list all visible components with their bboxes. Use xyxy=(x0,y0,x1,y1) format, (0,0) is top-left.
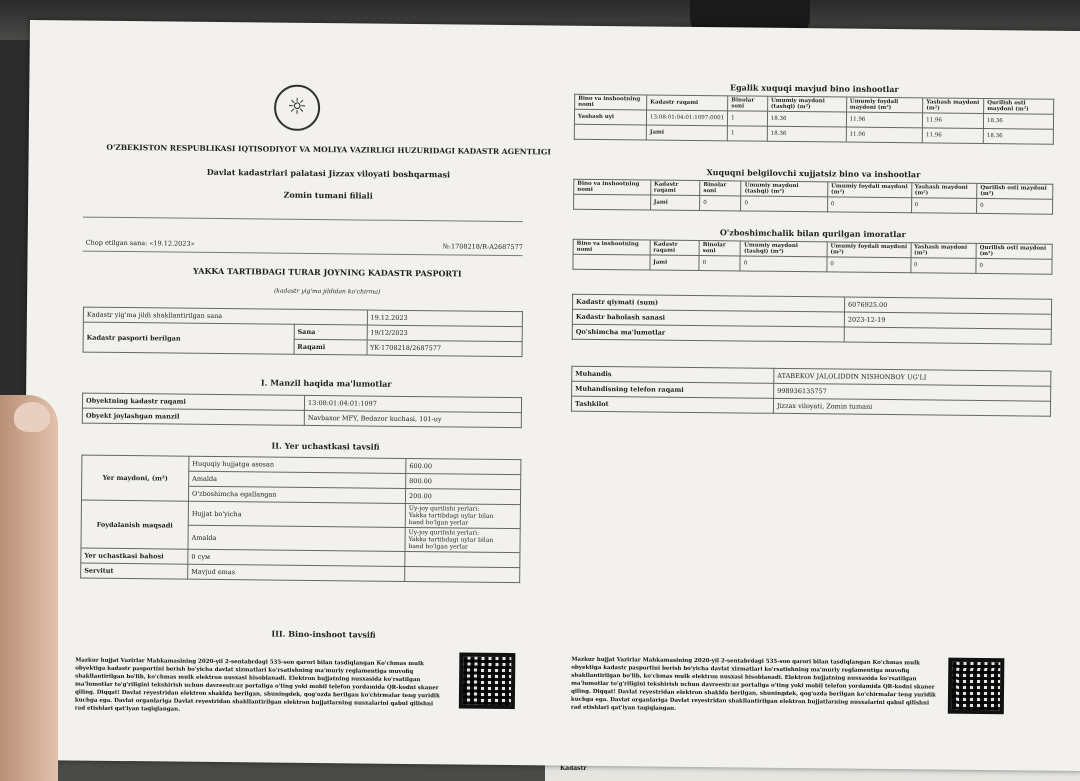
col-header: Bino va inshootning nomi xyxy=(575,94,647,110)
cell-value: 200.00 xyxy=(405,488,520,504)
cell-value: 19.12.2023 xyxy=(367,310,523,327)
col-header: Kadastr raqami xyxy=(650,180,700,196)
cell-empty xyxy=(405,566,520,582)
owned-buildings-title: Egalik xuquqi mavjud bino inshootlar xyxy=(729,82,899,95)
cell-empty xyxy=(405,551,520,567)
col-header: Binolar soni xyxy=(728,96,768,111)
cell-label: Kadastr yig'ma jildi shakllantirilgan sana xyxy=(83,307,367,325)
col-header: Qurilish osti maydoni (m²) xyxy=(976,243,1052,259)
col-header: Qurilish osti maydoni (m²) xyxy=(977,183,1053,199)
cell-empty xyxy=(573,254,650,270)
valuation-table xyxy=(572,294,1052,345)
unauthorized-buildings-title: O'zboshimchalik bilan qurilgan imoratlar xyxy=(719,227,906,240)
cell: 1 xyxy=(727,126,767,141)
col-header: Binolar soni xyxy=(700,181,741,196)
cell: 1 xyxy=(728,111,768,126)
col-header: Umumiy foydali maydoni (m²) xyxy=(846,97,923,113)
hand xyxy=(0,395,58,781)
cell: Yashash uyi xyxy=(574,109,646,125)
cell-value: 998936135757 xyxy=(774,383,1051,401)
cell: Jami xyxy=(646,125,727,141)
underlying-cadastre: Kadastr xyxy=(560,765,587,772)
passport-subtitle: (kadastr yig'ma jildidan ko'chirma) xyxy=(273,287,381,296)
col-header: Yashash maydoni (m²) xyxy=(911,183,977,199)
passport-title: YAKKA TARTIBDAGI TURAR JOYNING KADASTR PASPORTI xyxy=(193,265,462,279)
land-table xyxy=(80,455,521,584)
cell-label: Yer uchastkasi bahosi xyxy=(81,548,188,564)
cell-value: 6076925.00 xyxy=(844,297,1051,314)
cell-label: Muhandisning telefon raqami xyxy=(572,381,774,398)
cell-sub: Hujjat bo'yicha xyxy=(188,501,405,527)
branch-title: Zomin tumani filiali xyxy=(283,189,373,201)
address-table xyxy=(82,393,522,429)
cell-label: Kadastr pasporti berilgan xyxy=(83,322,294,354)
col-header: Binolar soni xyxy=(699,241,740,256)
use-line: Yakka tartibdagi uylar bilan xyxy=(408,535,494,544)
cell: 0 xyxy=(741,196,828,212)
passport-table xyxy=(83,307,523,358)
cell: Jami xyxy=(650,255,700,271)
cell-sub: Sana xyxy=(294,324,367,340)
section-land: II. Yer uchastkasi tavsifi xyxy=(271,440,380,452)
cell-label: Muhandis xyxy=(572,366,774,383)
cell-sub: Amalda xyxy=(188,525,405,551)
cell-value: 600.00 xyxy=(406,458,521,474)
cell-label: Kadastr qiymati (sum) xyxy=(573,294,845,312)
cell: 11.96 xyxy=(846,127,923,143)
cell: 0 xyxy=(910,258,976,274)
col-header: Umumiy foydali maydoni (m²) xyxy=(828,182,912,198)
cell-label: Kadastr baholash sanasi xyxy=(572,309,844,327)
cell-label: Obyekt joylashgan manzil xyxy=(82,408,304,425)
section-buildings: III. Bino-inshoot tavsifi xyxy=(271,628,376,640)
cell: 18.36 xyxy=(767,126,846,142)
unauthorized-buildings-table xyxy=(572,239,1052,275)
cell-value: 800.00 xyxy=(406,473,521,489)
use-line: Yakka tartibdagi uylar bilan xyxy=(408,511,494,520)
col-header: Qurilish osti maydoni (m²) xyxy=(984,98,1054,114)
col-header: Umumiy maydoni (tashqi) (m²) xyxy=(741,241,828,257)
cell: 0 xyxy=(699,256,740,271)
cell-empty xyxy=(574,194,651,210)
col-header: Umumiy foydali maydoni (m²) xyxy=(827,242,911,258)
cell-value: Jizzax viloyati, Zomin tumani xyxy=(773,398,1050,416)
col-header: Bino va inshootning nomi xyxy=(573,239,650,255)
cell-sub: Raqami xyxy=(294,339,367,355)
use-line: Uy-joy qurilishi yerlari: xyxy=(408,504,480,513)
thumbnail xyxy=(14,402,50,432)
cell-value: ATABEKOV JALOLIDDIN NISHONBOY UG'LI xyxy=(774,368,1051,386)
cell-value xyxy=(405,527,520,552)
cell-value: 2023-12-19 xyxy=(844,312,1051,329)
cell-value: Mavjud emas xyxy=(188,564,405,581)
undocumented-buildings-table xyxy=(573,179,1053,215)
cell: 0 xyxy=(700,196,741,211)
use-line: band bo'lgan yerlar xyxy=(408,518,469,527)
cell-sub: O'zboshimcha egallangan xyxy=(188,486,405,503)
divider xyxy=(83,217,523,223)
print-date: Chop etilgan sana: «19.12.2023» xyxy=(85,238,195,248)
cell-label: Foydalanish maqsadi xyxy=(81,500,188,549)
cell-sub: Amalda xyxy=(189,471,406,488)
cell-value: Navbaxor MFY, Bedazor kuchasi, 101-uy xyxy=(304,410,521,427)
cell: Jami xyxy=(650,195,700,211)
use-line: band bo'lgan yerlar xyxy=(408,542,468,551)
cell-label: Qo'shimcha ma'lumotlar xyxy=(572,324,844,342)
cell-value xyxy=(405,503,520,528)
cadastre-passport-sheet xyxy=(22,20,1080,771)
col-header: Bino va inshootning nomi xyxy=(574,179,651,195)
cell-empty xyxy=(574,124,646,140)
engineer-table xyxy=(571,366,1051,417)
cell-empty xyxy=(844,327,1051,344)
cell: 11.96 xyxy=(923,113,984,129)
section-address: I. Manzil haqida ma'lumotlar xyxy=(260,377,392,389)
cell: 18.36 xyxy=(767,111,846,127)
col-header: Yashash maydoni (m²) xyxy=(923,98,984,114)
col-header: Kadastr raqami xyxy=(650,240,700,256)
cell-label: Obyektning kadastr raqami xyxy=(82,393,304,410)
cell: 0 xyxy=(977,198,1053,214)
col-header: Yashash maydoni (m²) xyxy=(911,243,977,259)
qr-code-right xyxy=(948,658,1005,715)
col-header: Umumiy maydoni (tashqi) (m²) xyxy=(767,96,846,112)
owned-buildings-table xyxy=(574,94,1054,145)
cell-value: YK-1708218/2687577 xyxy=(367,340,523,357)
cell-label: Tashkilot xyxy=(571,396,773,413)
state-emblem-icon: ☼ xyxy=(274,85,320,131)
cell-label: Servitut xyxy=(81,563,188,579)
legal-footer-right: Mazkur hujjat Vazirlar Mahkamasining 2020-yil 2-sentabrdagi 535-son qarori bilan tasdiqlangan Ko'chmas mulk obyektiga kadastr pasportini berish bo'yicha davlat xizmatlari ko'rsatishning ma'muriy reglamentiga muvofiq shakllantirilgan bo'lib, ko'chmas mulk elektron nusxasi hisoblanadi. Elektron hujjatning nusxasida ko'rsatilgan ma'lumotlar to'g'riligini tekshirish uchun davreestr.uz portaliga o'ting yoki mobil telefon yordamida QR-kodni skaner qiling. Diqqat! Davlat reyestridan elektron shaklda berilgan, shuningdek, qog'ozda berilgan ko'chirmalar teng yuridik kuchga ega. Davlat organlariga Davlat reyestridan shakllantirilgan elektron hujjatlarning nusxalarini qabul qilishni rad etishlari qat'iyan taqiqlangan. xyxy=(570,656,936,712)
chamber-title: Davlat kadastrlari palatasi Jizzax viloyati boshqarmasi xyxy=(206,166,451,180)
agency-title: O'ZBEKISTON RESPUBLIKASI IQTISODIYOT VA MOLIYA VAZIRLIGI HUZURIDAGI KADASTR AGENTLIGI xyxy=(106,142,551,157)
cell-label: Yer maydoni, (m²) xyxy=(81,455,188,501)
cell: 0 xyxy=(827,257,911,273)
undocumented-buildings-title: Xuquqni belgilovchi xujjatsiz bino va inshootlar xyxy=(706,167,921,180)
cell: 13:08:01:04:01:1097:0001 xyxy=(646,110,727,126)
cell: 0 xyxy=(740,256,827,272)
document-number: №:1708218/R-A2687577 xyxy=(442,242,523,252)
cell-value: 19/12/2023 xyxy=(367,325,523,342)
divider xyxy=(83,251,523,257)
cell: 11.96 xyxy=(922,128,983,144)
cell-value: 13:08:01:04:01:1097 xyxy=(304,395,521,412)
legal-footer: Mazkur hujjat Vazirlar Mahkamasining 2020-yil 2-sentabrdagi 535-son qarori bilan tasdiqlangan Ko'chmas mulk obyektiga kadastr pasportini berish bo'yicha davlat xizmatlari ko'rsatishning ma'muriy reglamentiga muvofiq shakllantirilgan bo'lib, ko'chmas mulk elektron nusxasi hisoblanadi. Elektron hujjatning nusxasida ko'rsatilgan ma'lumotlar to'g'riligini tekshirish uchun davreestr.uz portaliga o'ting yoki mobil telefon yordamida QR-kodni skaner qiling. Diqqat! Davlat reyestridan elektron shaklda berilgan, shuningdek, qog'ozda berilgan ko'chirmalar teng yuridik kuchga ega. Davlat organlariga Davlat reyestridan shakllantirilgan elektron hujjatlarning nusxalarini qabul qilishni rad etishlari qat'iyan taqiqlangan. xyxy=(74,657,440,713)
use-line: Uy-joy qurilishi yerlari: xyxy=(408,528,480,537)
qr-code xyxy=(459,653,516,710)
col-header: Kadastr raqami xyxy=(647,95,728,111)
cell: 0 xyxy=(911,198,977,214)
cell: 18.36 xyxy=(983,128,1053,144)
cell-value: 0 сум xyxy=(188,549,405,566)
col-header: Umumiy maydoni (tashqi) (m²) xyxy=(741,181,828,197)
cell: 18.36 xyxy=(983,113,1053,129)
cell: 0 xyxy=(827,197,911,213)
cell: 0 xyxy=(976,258,1052,274)
cell-sub: Huquqiy hujjatga asosan xyxy=(189,456,406,473)
cell: 11.96 xyxy=(846,112,923,128)
